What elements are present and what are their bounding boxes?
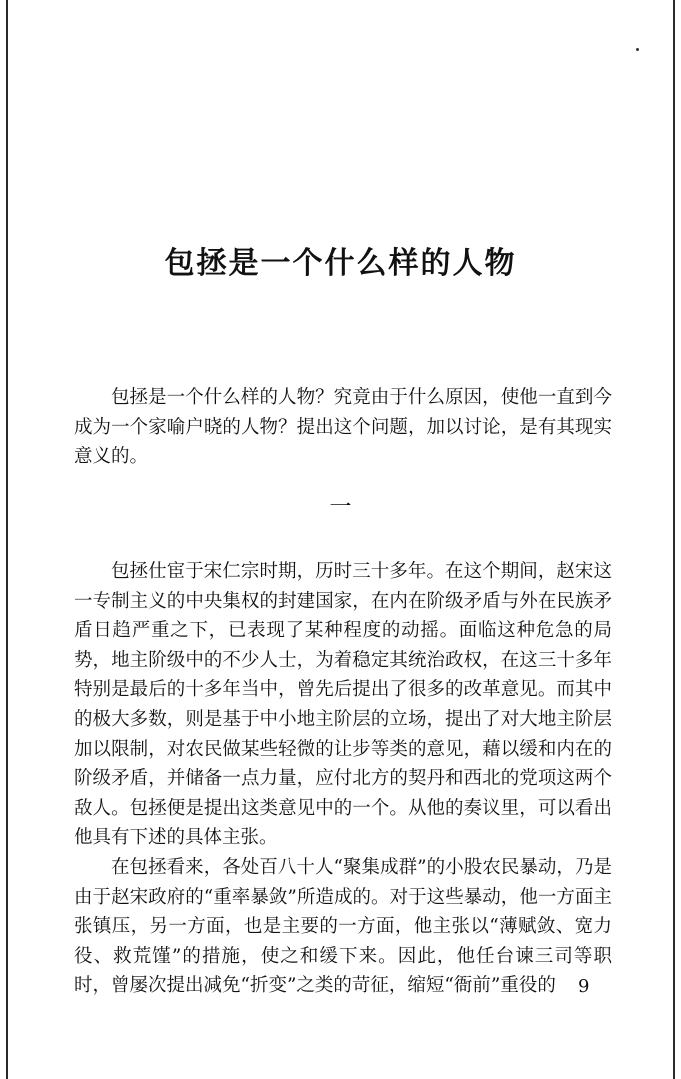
section-number: 一 [329,495,352,520]
body-text-block [74,557,612,1001]
scan-border-right [673,0,675,1079]
chapter-title: 包拯是一个什么样的人物 [164,246,517,281]
body-paragraph-1: 包拯仕宦于宋仁宗时期，历时三十多年。在这个期间，赵宋这一专制主义的中央集权的封建国家，在内在阶级矛盾与外在民族矛盾日趋严重之下，已表现了某种程度的动摇。面临这种危急的局势，地主阶级中的不少人士，为着稳定其统治政权，在这三十多年特别是最后的十多年当中，曾先后提出了很多的改革意见。而其中的极大多数，则是基于中小地主阶层的立场，提出了对大地主阶层加以限制，对农民做某些轻微的让步等类的意见，藉以缓和内在的阶级矛盾，并储备一点力量，应付北方的契丹和西北的党项这两个敌人。包拯便是提出这类意见中的一个。从他的奏议里，可以看出他具有下述的具体主张。 [74,561,612,849]
intro-paragraph: 包拯是一个什么样的人物？究竟由于什么原因，使他一直到今成为一个家喻户晓的人物？提出这个问题，加以讨论，是有其现实意义的。 [74,387,612,468]
page-number: 9 [578,976,590,997]
body-paragraph-2: 在包拯看来，各处百八十人“聚集成群”的小股农民暴动，乃是由于赵宋政府的“重率暴敛”所造成的。对于这些暴动，他一方面主张镇压，另一方面，也是主要的一方面，他主张以“薄赋敛、宽力役、救荒馑”的措施，使之和缓下来。因此，他任台谏三司等职时，曾屡次提出减免“折变”之类的苛征，缩短“衙前”重役的 [74,856,612,997]
scan-speck [636,48,639,51]
scan-border-left [6,0,8,1079]
intro-paragraph-block [74,383,612,472]
